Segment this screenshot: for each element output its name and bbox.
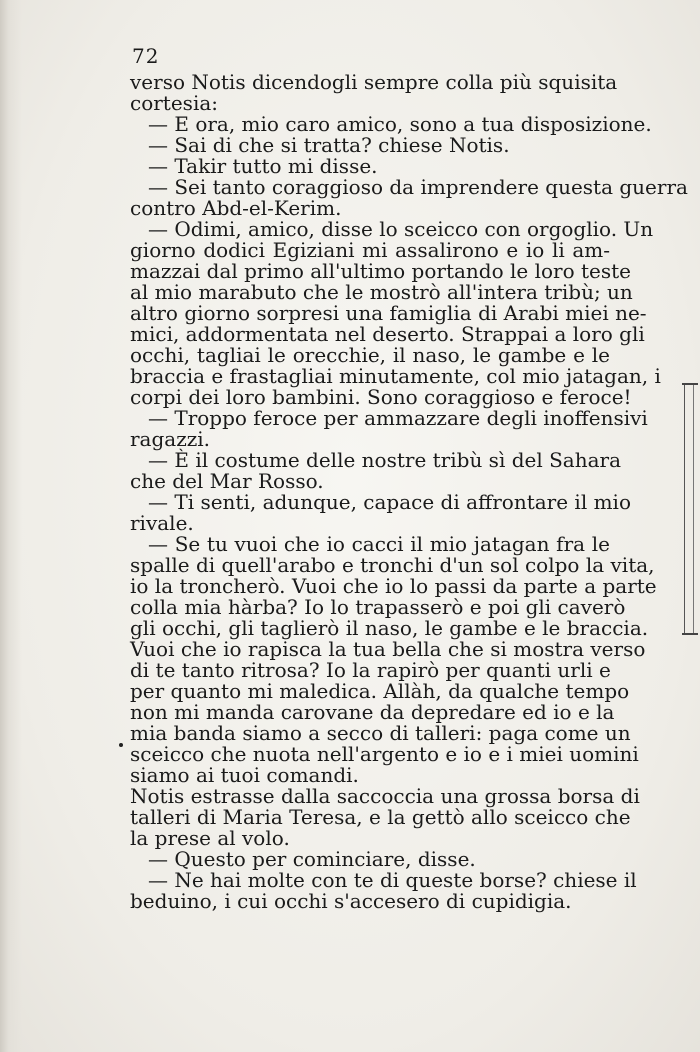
text-line: beduino, i cui occhi s'accesero di cupidigia. xyxy=(130,889,572,913)
text-line: — Takir tutto mi disse. xyxy=(148,154,378,178)
text-line: mazzai dal primo all'ultimo portando le loro teste xyxy=(130,259,631,283)
text-line: rivale. xyxy=(130,511,194,535)
text-line: Notis estrasse dalla saccoccia una grossa borsa di xyxy=(130,784,640,808)
text-line: contro Abd-el-Kerim. xyxy=(130,196,342,220)
text-line: siamo ai tuoi comandi. xyxy=(130,763,359,787)
margin-tick-top xyxy=(682,383,698,385)
text-line: — Sai di che si tratta? chiese Notis. xyxy=(148,133,510,157)
text-line: — Odimi, amico, disse lo sceicco con orgoglio. Un xyxy=(148,217,654,241)
text-line: verso Notis dicendogli sempre colla più squisita xyxy=(130,70,618,94)
text-line: mia banda siamo a secco di talleri: paga come un xyxy=(130,721,631,745)
text-line: mici, addormentata nel deserto. Strappai a loro gli xyxy=(130,322,645,346)
text-line: — E ora, mio caro amico, sono a tua disposizione. xyxy=(148,112,652,136)
text-line: — Questo per cominciare, disse. xyxy=(148,847,476,871)
text-line: braccia e frastagliai minutamente, col mio jatagan, i xyxy=(130,364,661,388)
text-line: occhi, tagliai le orecchie, il naso, le gambe e le xyxy=(130,343,610,367)
margin-dot xyxy=(119,743,123,747)
text-line: spalle di quell'arabo e tronchi d'un sol colpo la vita, xyxy=(130,553,655,577)
text-line: — Se tu vuoi che io cacci il mio jatagan fra le xyxy=(148,532,610,556)
text-line: colla mia hàrba? Io lo trapasserò e poi gli caverò xyxy=(130,595,626,619)
text-line: io la troncherò. Vuoi che io lo passi da parte a parte xyxy=(130,574,657,598)
text-line: altro giorno sorpresi una famiglia di Arabi miei ne- xyxy=(130,301,647,325)
margin-bracket-mark xyxy=(684,385,694,635)
text-line: al mio marabuto che le mostrò all'intera tribù; un xyxy=(130,280,633,304)
body-text xyxy=(130,70,688,913)
text-line: per quanto mi maledica. Allàh, da qualche tempo xyxy=(130,679,630,703)
text-line: che del Mar Rosso. xyxy=(130,469,324,493)
text-line: giorno dodici Egiziani mi assalirono e io li am- xyxy=(130,238,610,262)
text-line: — Troppo feroce per ammazzare degli inoffensivi xyxy=(148,406,648,430)
margin-tick-bottom xyxy=(682,633,698,635)
text-line: Vuoi che io rapisca la tua bella che si mostra verso xyxy=(130,637,646,661)
text-line: non mi manda carovane da depredare ed io e la xyxy=(130,700,615,724)
text-line: la prese al volo. xyxy=(130,826,290,850)
text-line: cortesia: xyxy=(130,91,218,115)
text-line: gli occhi, gli taglierò il naso, le gambe e le braccia. xyxy=(130,616,649,640)
text-line: — Ti senti, adunque, capace di affrontare il mio xyxy=(148,490,631,514)
page-gutter-shadow xyxy=(0,0,22,1052)
text-line: — Ne hai molte con te di queste borse? chiese il xyxy=(148,868,637,892)
text-line: sceicco che nuota nell'argento e io e i miei uomini xyxy=(130,742,639,766)
text-line: di te tanto ritrosa? Io la rapirò per quanti urli e xyxy=(130,658,611,682)
page-number: 72 xyxy=(132,44,160,68)
text-line: ragazzi. xyxy=(130,427,211,451)
text-line: — Sei tanto coraggioso da imprendere questa guerra xyxy=(148,175,688,199)
text-line: corpi dei loro bambini. Sono coraggioso e feroce! xyxy=(130,385,632,409)
text-line: talleri di Maria Teresa, e la gettò allo sceicco che xyxy=(130,805,631,829)
text-line: — È il costume delle nostre tribù sì del Sahara xyxy=(148,448,622,472)
